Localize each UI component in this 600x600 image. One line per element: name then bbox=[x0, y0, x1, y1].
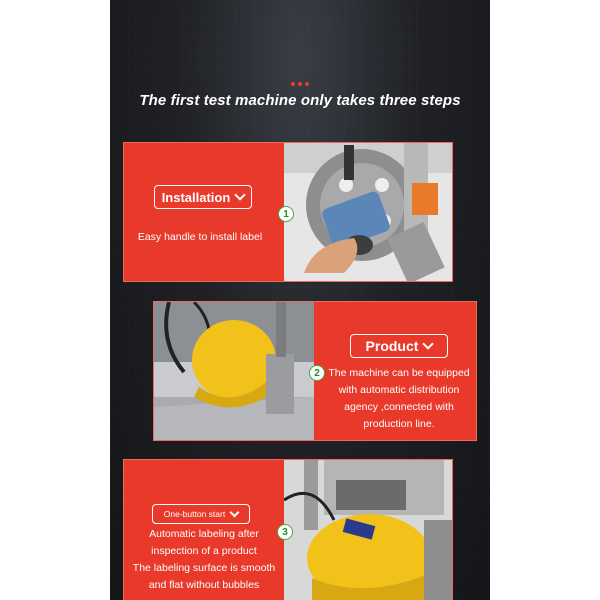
step-2-number-badge: 2 bbox=[309, 365, 325, 381]
step-2-tag bbox=[350, 334, 448, 358]
step-2-photo bbox=[154, 302, 314, 440]
step-1-description: Easy handle to install label bbox=[137, 231, 263, 243]
step-3-tag-label: One-button start bbox=[163, 509, 226, 519]
promo-canvas bbox=[110, 0, 490, 600]
chevron-down-icon bbox=[235, 189, 246, 200]
step-1-tag-label: Installation bbox=[161, 189, 231, 205]
step-3-panel bbox=[123, 459, 453, 600]
step-3-photo bbox=[284, 460, 452, 600]
decorative-dots bbox=[110, 73, 490, 91]
chevron-down-icon bbox=[230, 507, 240, 517]
step-1-panel bbox=[123, 142, 453, 282]
chevron-down-icon bbox=[423, 338, 434, 349]
step-2-description: The machine can be equipped with automatic distribution agency ,connected with production line. bbox=[328, 367, 470, 430]
step-3-number-badge: 3 bbox=[277, 524, 293, 540]
step-3-description: Automatic labeling after inspection of a product The labeling surface is smooth and flat without bubbles bbox=[132, 528, 276, 591]
step-1-tag bbox=[154, 185, 252, 209]
page-title: The first test machine only takes three steps bbox=[139, 92, 461, 109]
step-2-tag-label: Product bbox=[365, 338, 419, 354]
step-1-photo bbox=[284, 143, 452, 281]
step-2-panel bbox=[153, 301, 477, 441]
step-1-number-badge: 1 bbox=[278, 206, 294, 222]
step-3-tag bbox=[152, 504, 250, 524]
